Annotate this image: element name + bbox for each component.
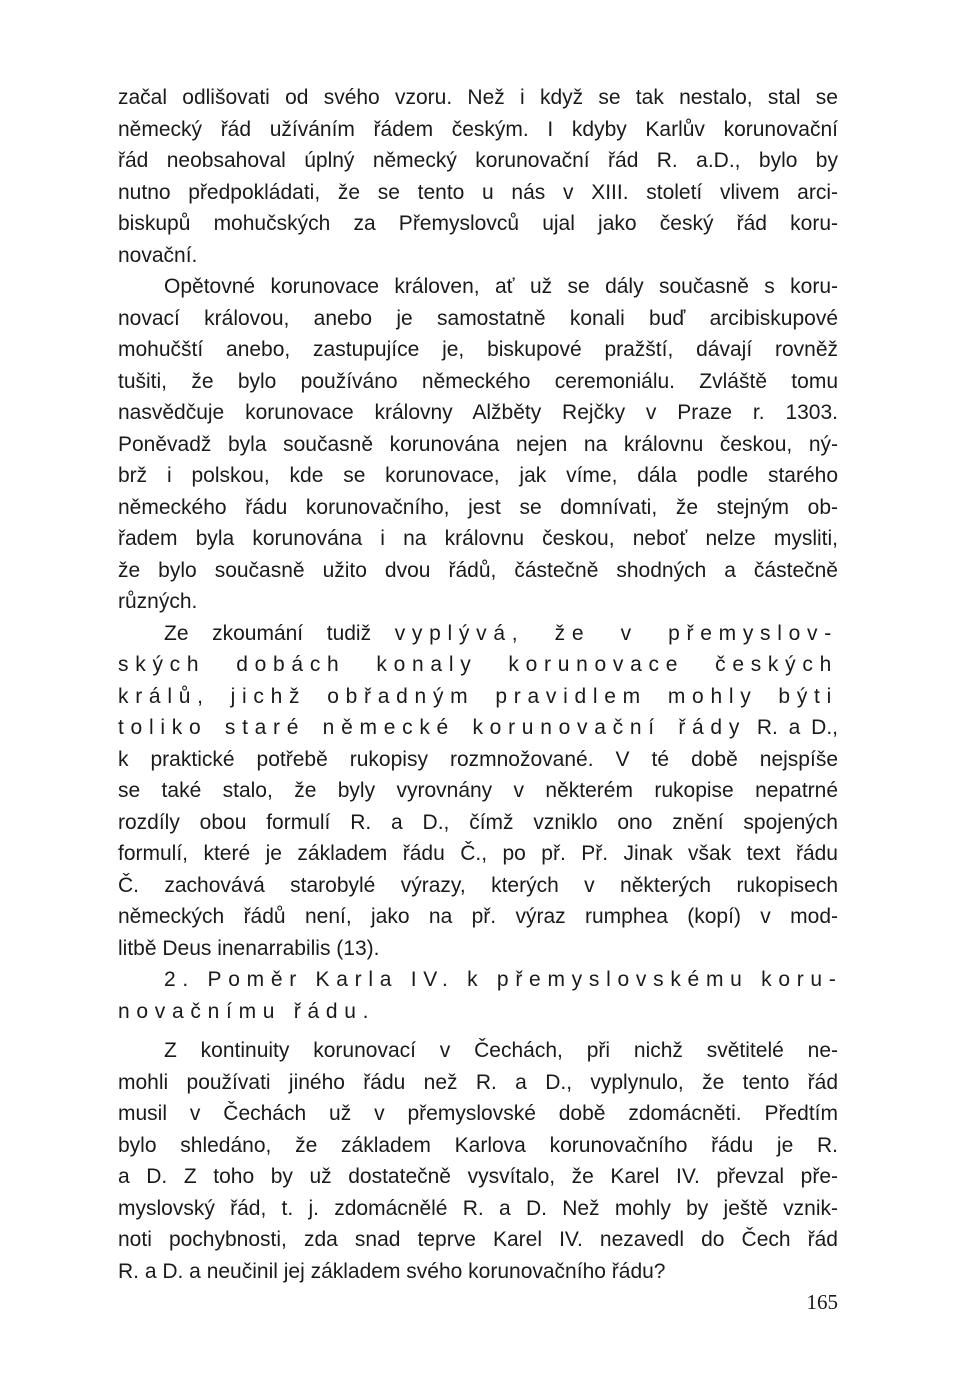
text-line: novací královou, anebo je samostatně konali buď arcibiskupové (118, 306, 838, 330)
text-line: začal odlišovati od svého vzoru. Než i když se tak nestalo, stal se (118, 86, 838, 109)
text-line: řád neobsahoval úplný německý korunovační řád R. a.D., bylo by (118, 149, 838, 172)
text-line: a D. Z toho by už dostatečně vysvítalo, že Karel IV. převzal pře- (118, 1165, 838, 1188)
text-line: Č. zachovává starobylé výrazy, kterých v některých rukopisech (118, 873, 838, 897)
text-line (118, 1035, 838, 1067)
page-number: 165 (806, 1290, 838, 1314)
text-line: ských dobách konaly korunovace českých (118, 653, 838, 676)
text-line: rozdíly obou formulí R. a D., čímž vzniklo ono znění spojených (118, 810, 838, 834)
text-line (118, 271, 838, 303)
text-line: k praktické potřebě rukopisy rozmnožované. V té době nejspíše (118, 747, 838, 771)
text-line: brž i polskou, kde se korunovace, jak víme, dála podle starého (118, 464, 838, 487)
text-line: mohučští anebo, zastupujíce je, biskupové pražští, dávají rovněž (118, 338, 838, 361)
section-heading-continued: novačnímu řádu. (118, 999, 376, 1023)
text-line: novační. (118, 243, 198, 267)
text-line: německého řádu korunovačního, jest se domnívati, že stejným ob- (118, 495, 838, 519)
text-line: noti pochybnosti, zda snad teprve Karel IV. nezavedl do Čech řád (118, 1228, 838, 1251)
text-line: německý řád užíváním řádem českým. I kdyby Karlův korunovační (118, 117, 838, 141)
text-line: myslovský řád, t. j. zdomácnělé R. a D. Než mohly by ještě vznik- (118, 1196, 838, 1220)
text-line: R. a D. a neučinil jej základem svého korunovačního řádu? (118, 1259, 666, 1283)
text-line: Poněvadž byla současně korunována nejen na královnu českou, ný- (118, 432, 838, 456)
text-line: nasvědčuje korunovace královny Alžběty Rejčky v Praze r. 1303. (118, 401, 838, 424)
text-line: králů, jichž obřadným pravidlem mohly býti (118, 684, 838, 708)
text-line: že bylo současně užito dvou řádů, částečně shodných a částečně (118, 558, 838, 582)
text-line: bylo shledáno, že základem Karlova korunovačního řádu je R. (118, 1133, 838, 1157)
text-line: biskupů mohučských za Přemyslovců ujal jako český řád koru- (118, 212, 838, 235)
text-line: se také stalo, že byly vyrovnány v některém rukopise nepatrné (118, 779, 838, 802)
section-heading-text: 2. Poměr Karla IV. k přemyslovskému koru- (164, 968, 843, 991)
text-line: toliko staré německé korunovační řády R. a D., (118, 716, 838, 739)
section-heading (118, 964, 843, 996)
text-line: nutno předpokládati, že se tento u nás v XIII. století vlivem arci- (118, 180, 838, 204)
text-line: tušiti, že bylo používáno německého ceremoniálu. Zvláště tomu (118, 369, 838, 393)
text-line (118, 618, 838, 650)
paragraph-start: Opětovné korunovace královen, ať už se dály současně s koru- (164, 275, 838, 298)
text-line: mohli používati jiného řádu než R. a D., vyplynulo, že tento řád (118, 1070, 838, 1094)
page-text (118, 82, 843, 1287)
paragraph-start: Z kontinuity korunovací v Čechách, při nichž světitelé ne- (164, 1039, 838, 1062)
text-line: musil v Čechách už v přemyslovské době zdomácněti. Předtím (118, 1102, 838, 1125)
text-line: litbě Deus inenarrabilis (13). (118, 936, 380, 960)
text-line: německých řádů není, jako na př. výraz rumphea (kopí) v mod- (118, 905, 838, 928)
text-line: různých. (118, 590, 198, 613)
text-line: řadem byla korunována i na královnu českou, neboť nelze mysliti, (118, 527, 838, 550)
paragraph-start: Ze zkoumání tudiž vyplývá, že v přemyslov- (164, 621, 838, 645)
text-line: formulí, které je základem řádu Č., po př. Př. Jinak však text řádu (118, 842, 838, 865)
